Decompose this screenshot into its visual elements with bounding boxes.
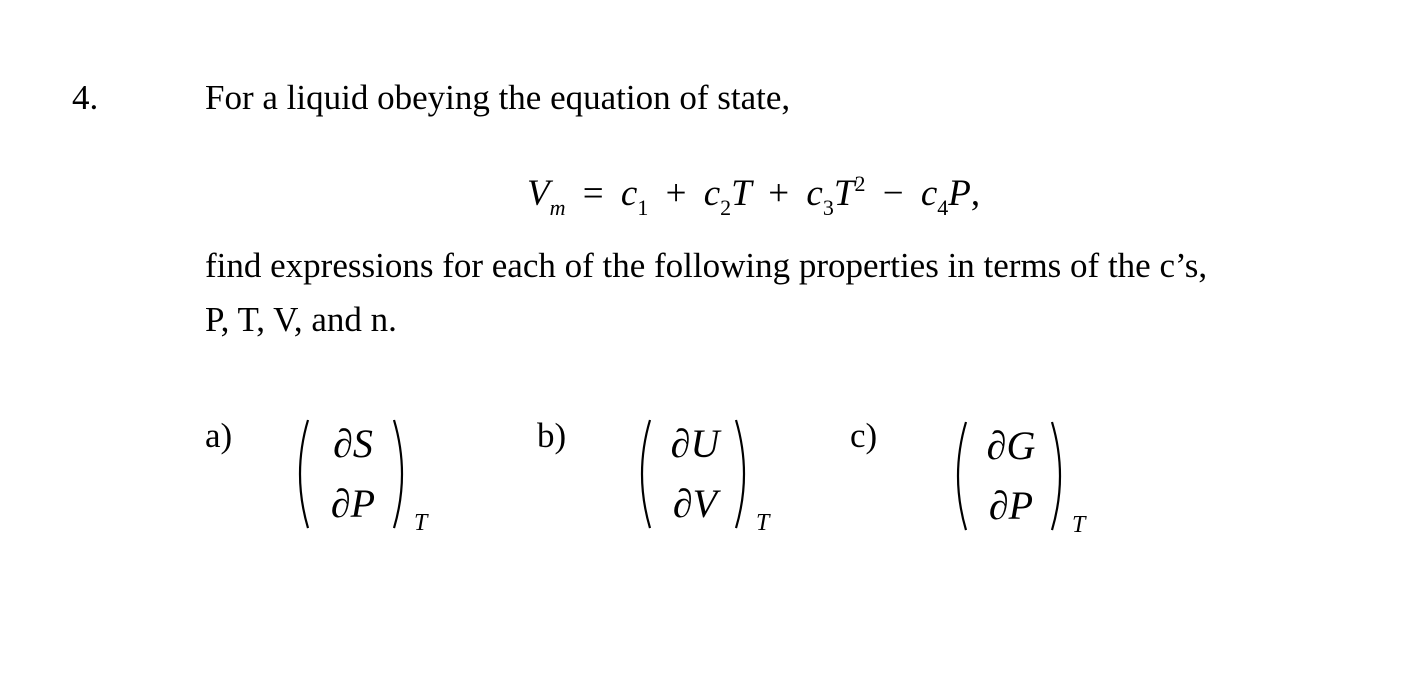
eq-term-3-var: T — [833, 173, 855, 214]
right-paren — [732, 418, 754, 530]
part-a-label: a) — [205, 416, 233, 455]
part-c-label: c) — [850, 416, 878, 455]
eq-term-2-sub: 2 — [720, 195, 732, 220]
eq-equals: = — [582, 173, 604, 214]
right-paren — [1048, 420, 1070, 532]
part-c-held-variable: T — [1072, 512, 1086, 538]
eq-term-4-sub: 4 — [937, 195, 949, 220]
problem-number: 4. — [72, 78, 99, 117]
eq-term-2-var: T — [731, 173, 752, 214]
part-c-derivative — [948, 420, 1098, 550]
partial-symbol: ∂ — [672, 481, 693, 526]
partial-symbol: ∂ — [670, 421, 691, 466]
part-a-derivative — [290, 418, 440, 548]
partial-symbol: ∂ — [986, 423, 1007, 468]
numerator-variable: U — [690, 421, 720, 466]
instruction-line-2: P, T, V, and n. — [205, 300, 397, 339]
equation-of-state — [527, 171, 981, 220]
part-a-held-variable: T — [414, 510, 428, 536]
part-a-denominator — [316, 482, 390, 526]
eq-term-4-sign: − — [882, 173, 904, 214]
part-c-denominator — [974, 484, 1048, 528]
instruction-line-1: find expressions for each of the following properties in terms of the c’s, — [205, 246, 1208, 285]
right-paren — [390, 418, 412, 530]
part-c-numerator — [974, 424, 1048, 468]
part-b-held-variable: T — [756, 510, 770, 536]
eq-lhs: V — [527, 173, 550, 214]
left-paren — [290, 418, 312, 530]
eq-term-3-sub: 3 — [822, 195, 834, 220]
denominator-variable: V — [692, 481, 718, 526]
part-b-label: b) — [537, 416, 567, 455]
eq-term-1-coef: c — [620, 173, 638, 214]
eq-term-4-coef: c — [920, 173, 938, 214]
problem-intro: For a liquid obeying the equation of state, — [205, 78, 791, 117]
eq-term-2-coef: c — [703, 173, 721, 214]
numerator-variable: S — [352, 421, 373, 466]
partial-symbol: ∂ — [330, 481, 351, 526]
eq-trailing-comma: , — [970, 173, 981, 214]
eq-lhs-sub: m — [549, 195, 566, 220]
eq-term-1-sub: 1 — [637, 195, 649, 220]
eq-term-2-sign: + — [665, 173, 687, 214]
left-paren — [632, 418, 654, 530]
part-b-derivative — [632, 418, 782, 548]
eq-term-3-sup: 2 — [854, 171, 866, 196]
denominator-variable: P — [1008, 483, 1034, 528]
part-a-numerator — [316, 422, 390, 466]
partial-symbol: ∂ — [988, 483, 1009, 528]
eq-term-3-coef: c — [806, 173, 823, 214]
numerator-variable: G — [1006, 423, 1036, 468]
denominator-variable: P — [350, 481, 376, 526]
eq-term-3-sign: + — [768, 173, 790, 214]
partial-symbol: ∂ — [333, 421, 353, 466]
left-paren — [948, 420, 970, 532]
part-b-numerator — [658, 422, 732, 466]
part-b-denominator — [658, 482, 732, 526]
eq-term-4-var: P — [948, 173, 971, 214]
